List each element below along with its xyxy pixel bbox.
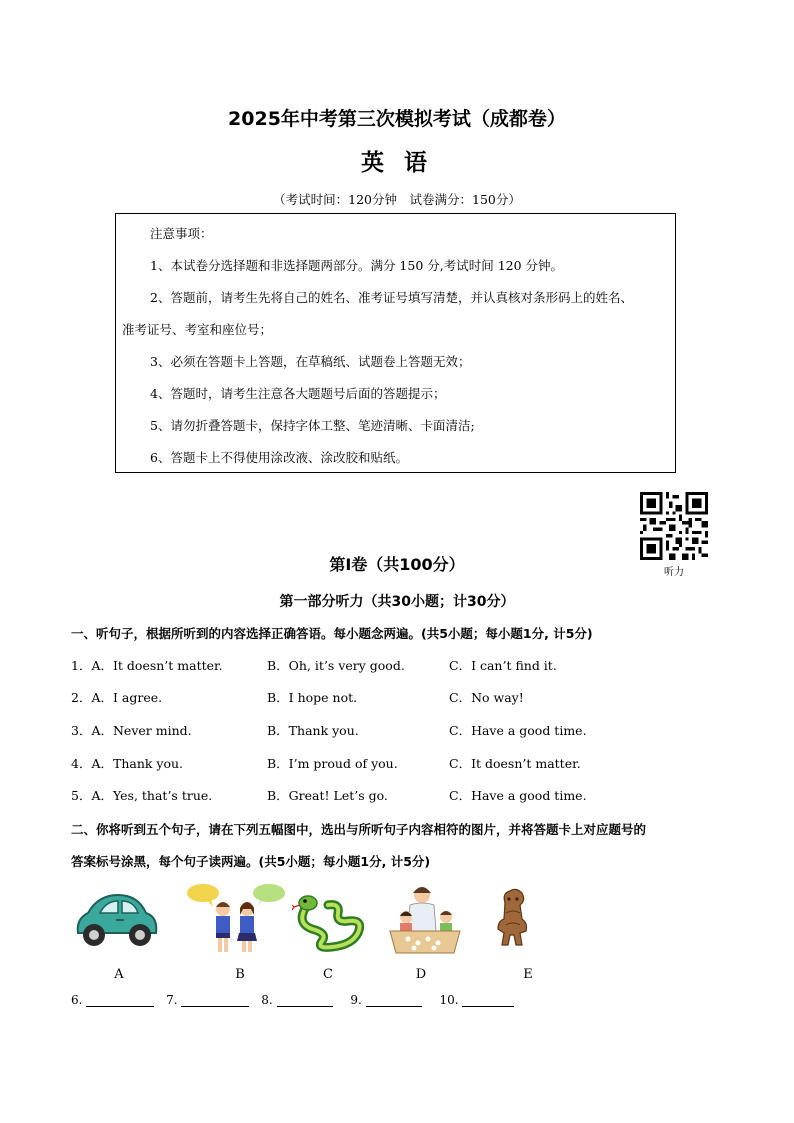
answer-blank[interactable] [86,994,154,1007]
qr-label: 听力 [664,567,684,578]
snake-icon [292,883,368,953]
exam-title: 2025年中考第三次模拟考试（成都卷） [228,108,566,130]
volume-title: 第I卷（共100分） [329,555,465,574]
question-row [71,721,721,739]
family-making-dumplings-icon [388,883,462,955]
blank-number: 8. [261,993,273,1007]
question-row [71,754,721,772]
talking-children-icon [185,883,287,955]
blank-number: 6. [71,993,83,1007]
option-c: C．Have a good time. [449,788,587,803]
notice-item: 3、必须在答题卡上答题，在草稿纸、试题卷上答题无效； [150,354,471,369]
option-b: B．I’m proud of you. [267,756,398,771]
option-b: B．Oh, it’s very good. [267,658,405,673]
notice-item: 准考证号、考室和座位号； [122,322,273,337]
blank-number: 10. [439,993,459,1007]
question-row [71,656,721,674]
part-title: 第一部分听力（共30小题；计30分） [279,594,515,610]
option-c: C．Have a good time. [449,723,587,738]
notice-item: 2、答题前，请考生先将自己的姓名、准考证号填写清楚，并认真核对条形码上的姓名、 [150,290,633,305]
option-b: B．I hope not. [267,690,358,705]
picture-label: C [323,967,333,982]
notice-item: 1、本试卷分选择题和非选择题两部分。满分 150 分,考试时间 120 分钟。 [150,258,564,273]
picture-label: A [114,967,124,982]
notice-item: 5、请勿折叠答题卡，保持字体工整、笔迹清晰、卡面清洁; [150,418,475,433]
answer-blank[interactable] [277,994,333,1007]
option-a: 1．A．It doesn’t matter. [71,658,223,673]
section2-instruction: 二、你将听到五个句子，请在下列五幅图中，选出与所听句子内容相符的图片，并将答题卡上对应题号的 [71,822,647,837]
section2-instruction: 答案标号涂黑，每个句子读两遍。(共5小题；每小题1分, 计5分) [71,854,431,869]
option-b: B．Great! Let’s go. [267,788,388,803]
option-a: 5．A．Yes, that’s true. [71,788,213,803]
car-icon [72,883,160,953]
question-row [71,688,721,706]
picture-label: E [523,967,533,982]
option-a: 4．A．Thank you. [71,756,184,771]
notice-item: 4、答题时，请考生注意各大题题号后面的答题提示； [150,386,446,401]
option-c: C．No way! [449,690,524,705]
picture-label: D [415,967,427,982]
qr-code-icon[interactable] [640,492,708,560]
option-c: C．I can’t find it. [449,658,557,673]
option-c: C．It doesn’t matter. [449,756,581,771]
picture-label: B [235,967,245,982]
section1-instruction: 一、听句子，根据所听到的内容选择正确答语。每小题念两遍。(共5小题；每小题1分, 计5分) [71,626,593,641]
notice-box [115,213,676,473]
subject-title: 英 语 [360,150,433,176]
notice-item: 6、答题卡上不得使用涂改液、涂改胶和贴纸。 [150,450,408,465]
blank-number: 9. [350,993,362,1007]
notice-heading: 注意事项： [150,226,213,241]
answer-blank[interactable] [462,994,514,1007]
option-a: 3．A．Never mind. [71,723,192,738]
question-row [71,786,721,804]
answer-blank[interactable] [181,994,249,1007]
exam-info: （考试时间：120分钟 试卷满分：150分） [273,192,521,207]
option-b: B．Thank you. [267,723,359,738]
answer-blank[interactable] [366,994,422,1007]
blank-number: 7. [166,993,178,1007]
option-a: 2．A．I agree. [71,690,163,705]
answer-blanks [71,993,514,1007]
bronze-artifact-icon [496,883,530,955]
